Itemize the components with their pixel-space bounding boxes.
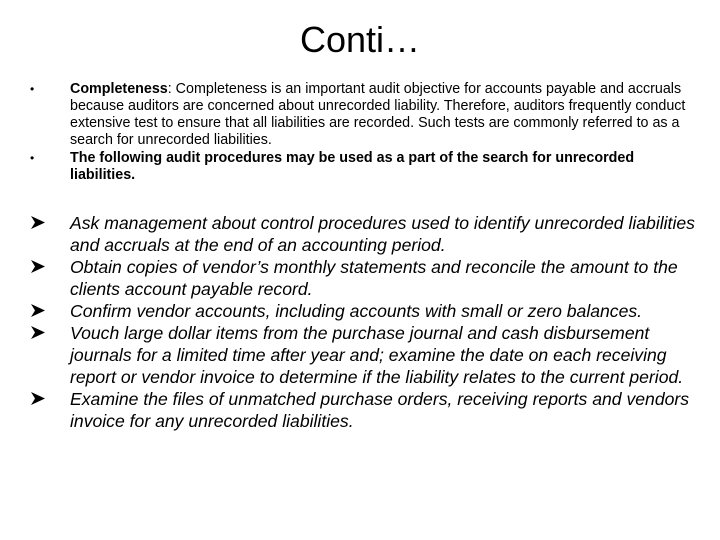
procedure-item — [30, 256, 698, 300]
arrow-bullet-icon — [30, 391, 48, 407]
arrow-bullet-icon — [30, 325, 48, 341]
bullet-item-procedures-intro — [30, 150, 690, 184]
procedure-text: Examine the files of unmatched purchase orders, receiving reports and vendors invoice for any unrecorded liabilities. — [70, 389, 690, 431]
arrow-bullet-icon — [30, 303, 48, 319]
procedure-list — [30, 212, 698, 432]
bullet-bold-text: Completeness — [70, 81, 168, 97]
bullet-list — [30, 81, 690, 185]
procedure-text: Confirm vendor accounts, including accounts with small or zero balances. — [70, 301, 643, 321]
slide-title: Conti… — [299, 19, 421, 60]
procedure-text: Vouch large dollar items from the purchase journal and cash disbursement journals for a limited time after year and; examine the date on each receiving report or vendor invoice to determine if the liability relates to the current period. — [70, 323, 684, 387]
procedure-text: Obtain copies of vendor’s monthly statements and reconcile the amount to the clients account payable record. — [70, 257, 678, 299]
bullet-item-completeness — [30, 81, 690, 149]
procedure-item — [30, 388, 698, 432]
procedure-item — [30, 300, 698, 322]
arrow-bullet-icon — [30, 215, 48, 231]
procedure-item — [30, 322, 698, 388]
procedure-item — [30, 212, 698, 256]
bullet-dot-icon: • — [30, 151, 35, 165]
bullet-bold-text: The following audit procedures may be used as a part of the search for unrecorded liabilities. — [70, 150, 635, 183]
arrow-bullet-icon — [30, 259, 48, 275]
bullet-text: : Completeness is an important audit objective for accounts payable and accruals because auditors are concerned about unrecorded liability. Therefore, auditors frequently conduct extensive test to ensure that all liabilities are recorded. Such tests are commonly referred to as a search for unrecorded liabilities. — [70, 81, 686, 148]
bullet-dot-icon: • — [30, 82, 35, 96]
procedure-text: Ask management about control procedures used to identify unrecorded liabilities and accruals at the end of an accounting period. — [70, 213, 695, 255]
